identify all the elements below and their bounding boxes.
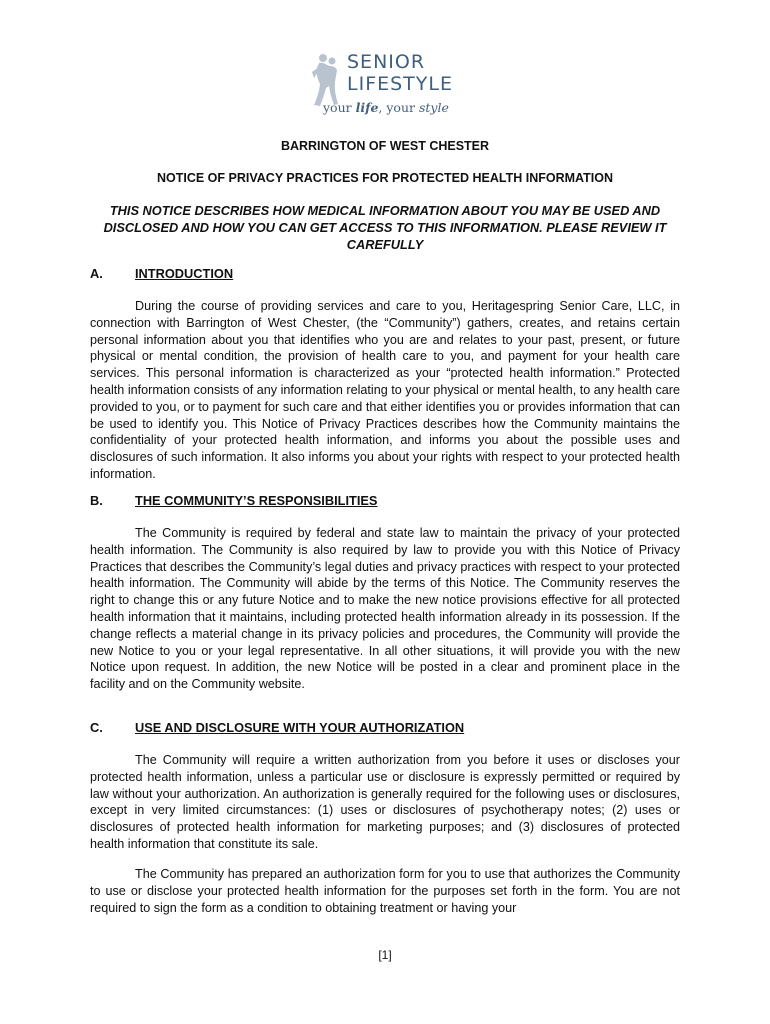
page-number: [1]: [378, 948, 392, 962]
section-title: THE COMMUNITY’S RESPONSIBILITIES: [135, 493, 378, 508]
logo-tagline: your life, your style: [323, 100, 449, 115]
logo-text-senior: SENIOR: [347, 51, 426, 73]
notice-title: NOTICE OF PRIVACY PRACTICES FOR PROTECTED HEALTH INFORMATION: [156, 171, 614, 185]
section-c-heading: [90, 720, 464, 735]
notice-warning: THIS NOTICE DESCRIBES HOW MEDICAL INFORMATION ABOUT YOU MAY BE USED AND DISCLOSED AND HOW YOU CAN GET ACCESS TO THIS INFORMATION. PLEASE REVIEW IT CAREFULLY: [103, 203, 667, 252]
section-letter: B.: [90, 493, 103, 508]
section-c-paragraph-2: The Community has prepared an authorization form for you to use that authorizes the Community to use or disclose your protected health information for the purposes set forth in the form. You are not required to sign the form as a condition to obtaining treatment or having your: [90, 867, 680, 915]
facility-name: BARRINGTON OF WEST CHESTER: [280, 139, 490, 153]
section-c-paragraph-1: The Community will require a written authorization from you before it uses or discloses your protected health information, unless a particular use or disclosure is expressly permitted or required by law without your authorization. An authorization is generally required for the following uses or disclosures, except in very limited circumstances: (1) uses or disclosures of psychotherapy notes; (2) uses or disclosures of protected health information for marketing purposes; and (3) disclosures of protected health information that constitute its sale.: [90, 753, 680, 851]
section-b-heading: [90, 493, 377, 508]
senior-lifestyle-logo: [306, 46, 466, 120]
section-letter: A.: [90, 266, 103, 281]
section-a-paragraph: During the course of providing services and care to you, Heritagespring Senior Care, LLC, in connection with Barrington of West Chester, (the “Community”) gathers, creates, and retains certain personal information about you that identifies who you are and relates to your past, present, or future physical or mental condition, the provision of health care to you, and payment for your health care services. This personal information is characterized as your “protected health information.” Protected health information consists of any information relating to your physical or mental health, to any health care provided to you, or to payment for such care and that either identifies you or provides information that can be used to identify you. This Notice of Privacy Practices describes how the Community maintains the confidentiality of your protected health information, and informs you about the possible uses and disclosures of such information. It also informs you about your rights with respect to your protected health information.: [90, 299, 680, 481]
section-title: USE AND DISCLOSURE WITH YOUR AUTHORIZATION: [135, 720, 465, 735]
section-title: INTRODUCTION: [135, 266, 234, 281]
logo-text-lifestyle: LIFESTYLE: [347, 73, 453, 95]
section-b-paragraph: The Community is required by federal and state law to maintain the privacy of your protected health information. The Community is also required by law to provide you with this Notice of Privacy Practices that describes the Community’s legal duties and privacy practices with respect to your protected health information. The Community will abide by the terms of this Notice. The Community reserves the right to change this or any future Notice and to make the new notice provisions effective for all protected health information that it maintains, including protected health information already in its possession. If the change reflects a material change in its privacy policies and procedures, the Community will provide the new Notice to you or your legal representative. In all other situations, it will provide you with the new Notice upon request. In addition, the new Notice will be posted in a clear and prominent place in the facility and on the Community website.: [90, 526, 680, 692]
section-a-heading: [90, 266, 233, 281]
section-letter: C.: [90, 720, 103, 735]
